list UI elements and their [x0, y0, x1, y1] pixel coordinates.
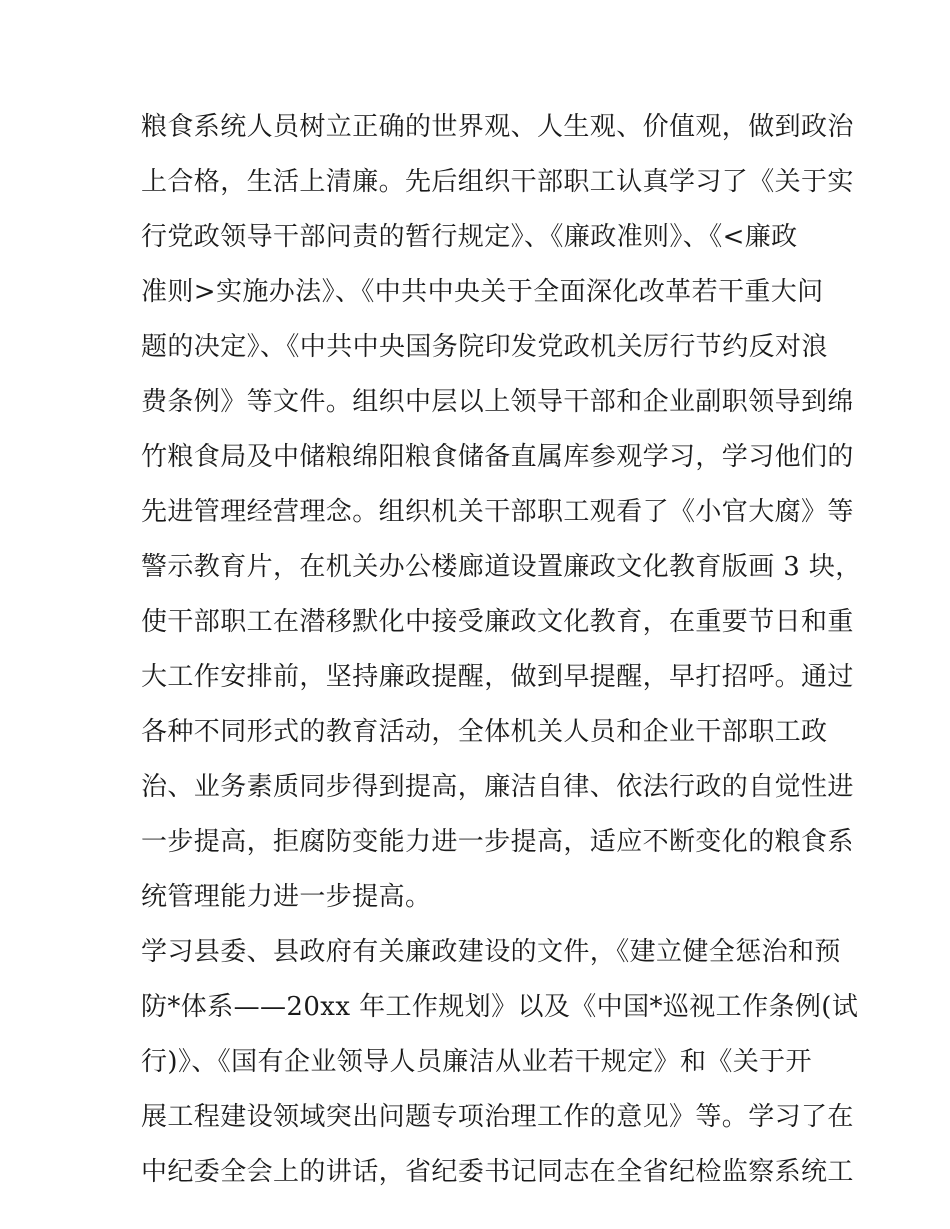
text-line: 先进管理经营理念。组织机关干部职工观看了《小官大腐》等 [141, 497, 854, 527]
text-line: 统管理能力进一步提高。 [141, 882, 432, 912]
text-line: 防*体系——20xx 年工作规划》以及《中国*巡视工作条例(试 [141, 992, 859, 1022]
text-line: 展工程建设领域突出问题专项治理工作的意见》等。学习了在 [141, 1102, 854, 1132]
text-line: 行)》、《国有企业领导人员廉洁从业若干规定》和《关于开 [141, 1047, 812, 1077]
text-line: 学习县委、县政府有关廉政建设的文件，《建立健全惩治和预 [141, 937, 841, 967]
text-line: 各种不同形式的教育活动，全体机关人员和企业干部职工政 [141, 717, 828, 747]
text-line: 行党政领导干部问责的暂行规定》、《廉政准则》、《<廉政 [141, 222, 798, 252]
text-line: 使干部职工在潜移默化中接受廉政文化教育，在重要节日和重 [141, 607, 854, 637]
text-line: 大工作安排前，坚持廉政提醒，做到早提醒，早打招呼。通过 [141, 662, 854, 692]
text-line: 粮食系统人员树立正确的世界观、人生观、价值观，做到政治 [141, 112, 854, 142]
text-line: 一步提高，拒腐防变能力进一步提高，适应不断变化的粮食系 [141, 827, 854, 857]
text-line: 上合格，生活上清廉。先后组织干部职工认真学习了《关于实 [141, 167, 854, 197]
text-line: 中纪委全会上的讲话，省纪委书记同志在全省纪检监察系统工 [141, 1157, 854, 1187]
text-line: 治、业务素质同步得到提高，廉洁自律、依法行政的自觉性进 [141, 772, 854, 802]
text-line: 竹粮食局及中储粮绵阳粮食储备直属库参观学习，学习他们的 [141, 442, 854, 472]
text-line: 警示教育片，在机关办公楼廊道设置廉政文化教育版画 3 块， [141, 552, 862, 582]
text-line: 费条例》等文件。组织中层以上领导干部和企业副职领导到绵 [141, 387, 854, 417]
text-line: 题的决定》、《中共中央国务院印发党政机关厉行节约反对浪 [141, 332, 828, 362]
text-line: 准则>实施办法》、《中共中央关于全面深化改革若干重大问 [141, 277, 824, 307]
